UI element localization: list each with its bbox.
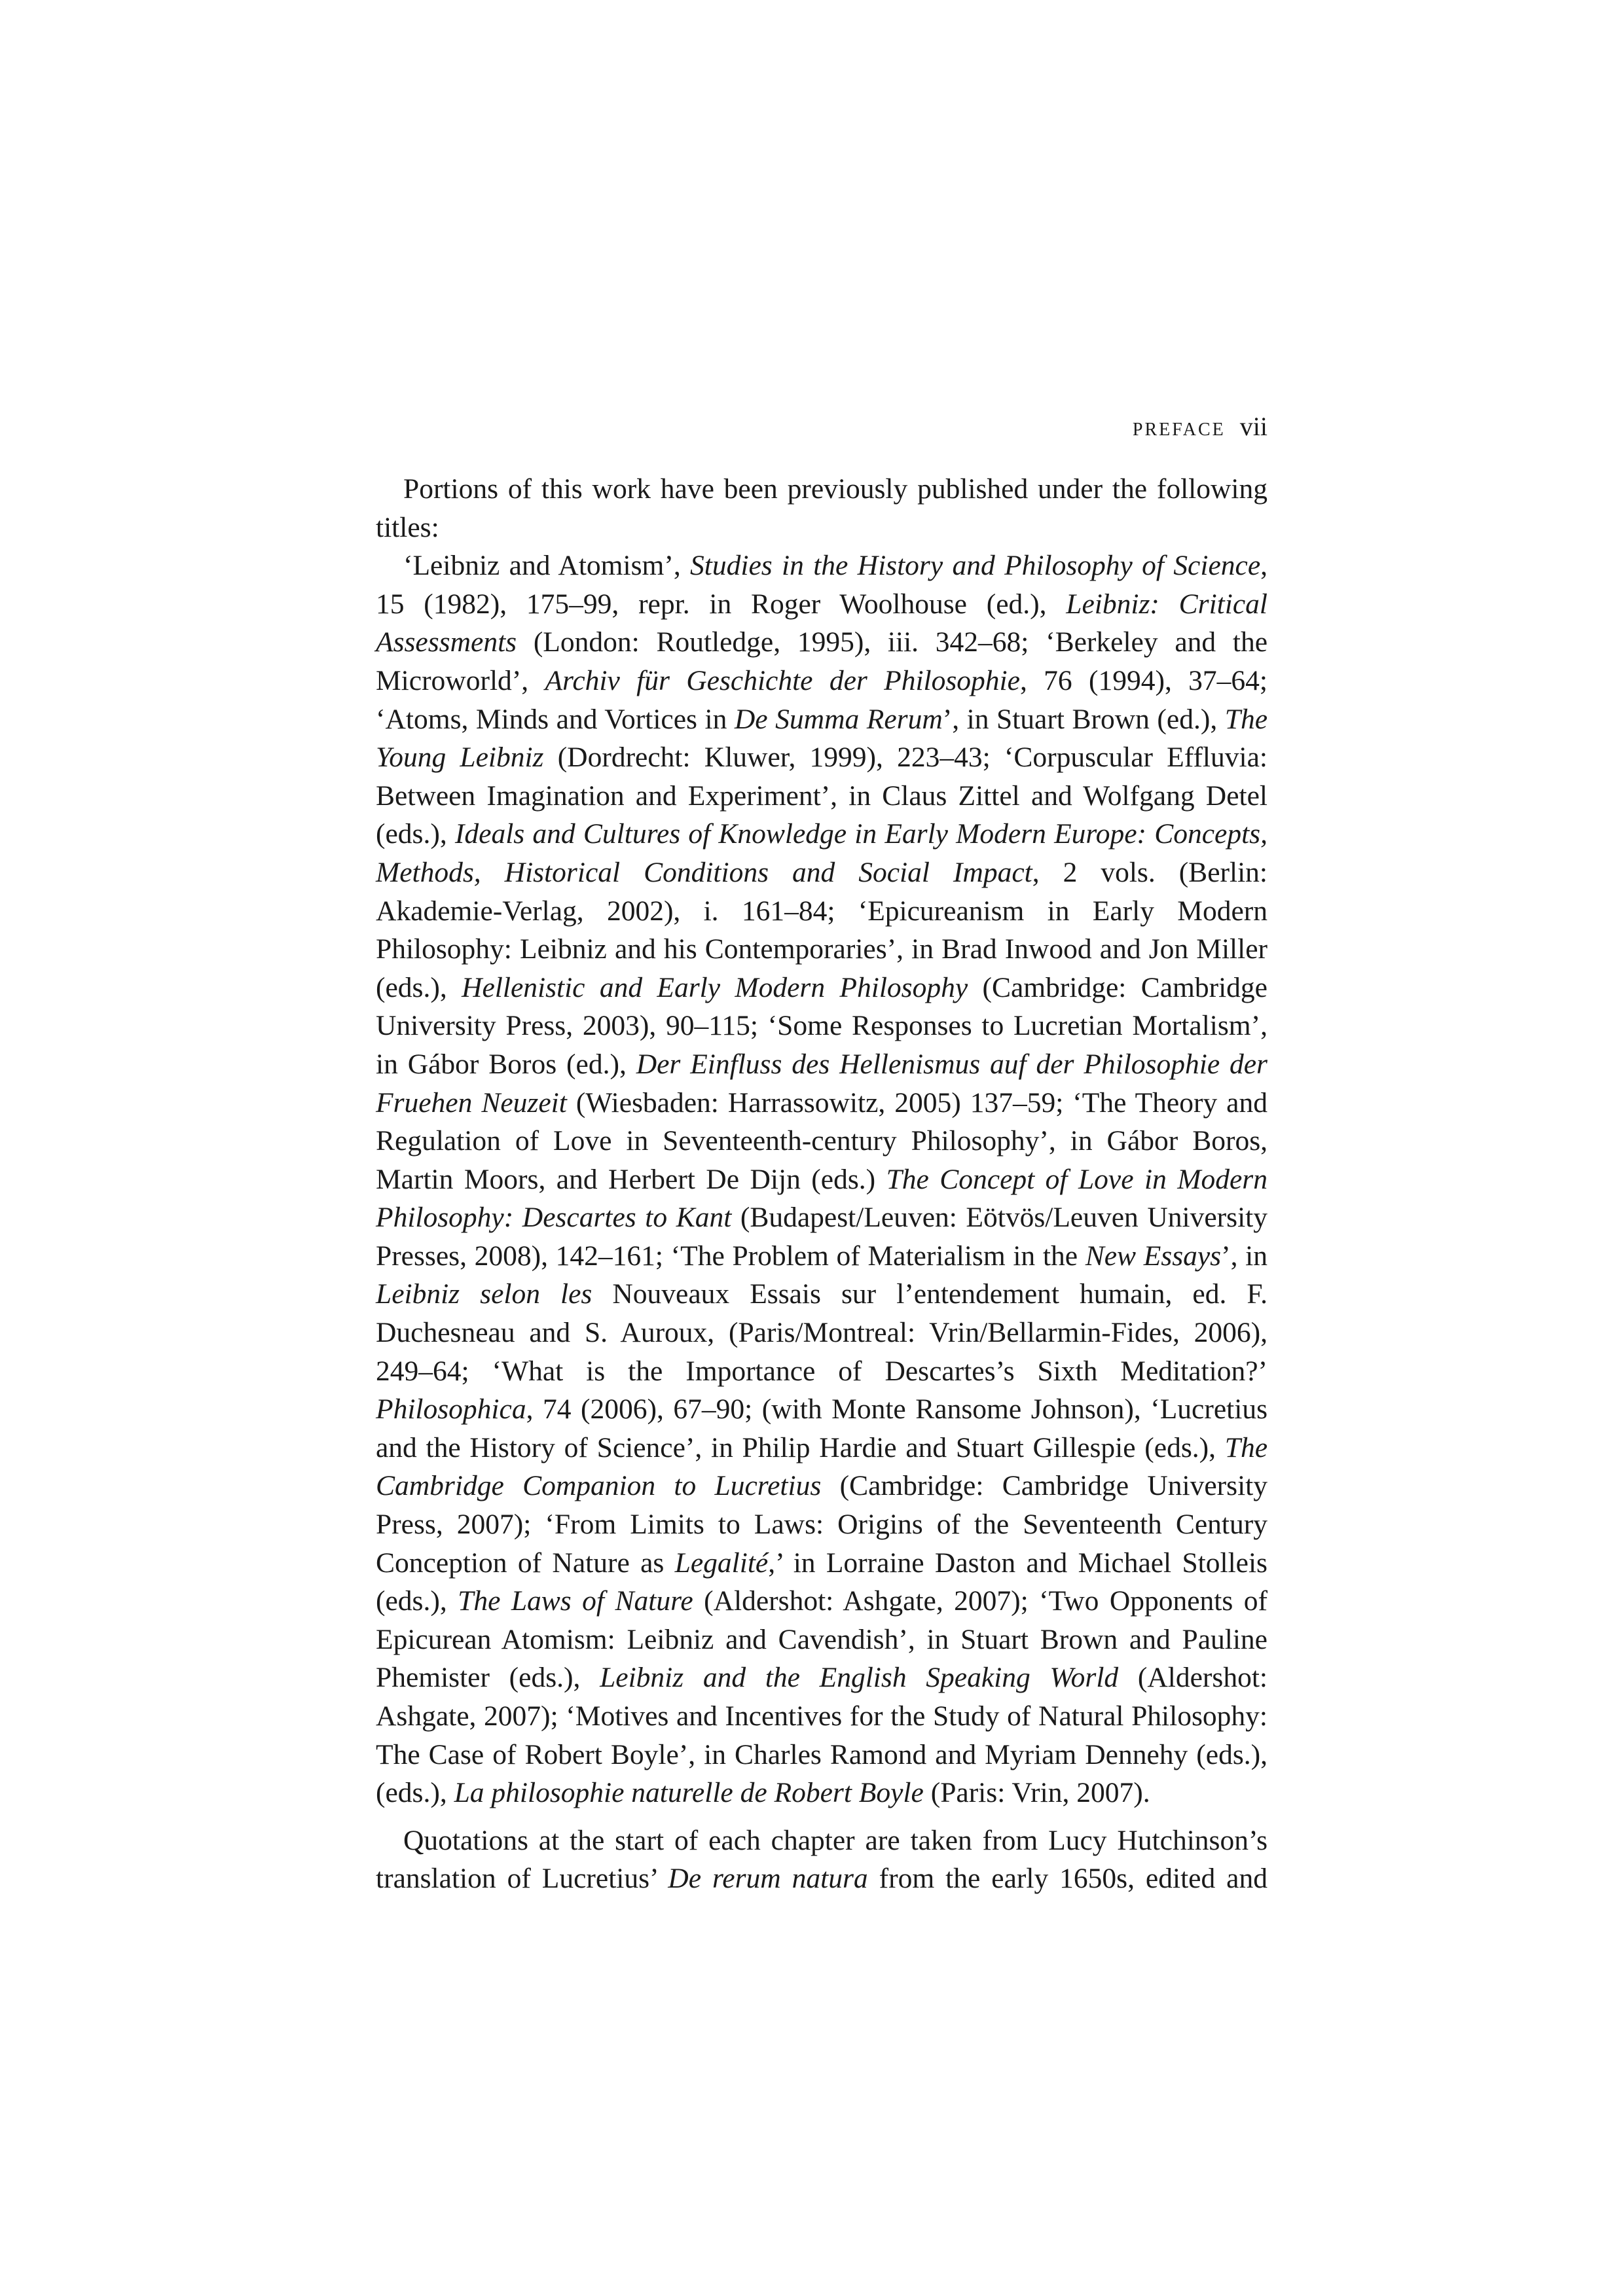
italic-title: Der Einfluss des Hellenismus auf der Philosophie der Fruehen Neuzeit — [376, 1048, 1267, 1119]
paragraph-intro: Portions of this work have been previously published under the following titles: — [376, 473, 1267, 543]
text-run: (London: Routledge, 1995), iii. 342–68; ‘Berkeley and the Microworld’, — [376, 626, 1267, 696]
italic-title: The Laws of Nature — [458, 1585, 693, 1617]
text-run: ‘Leibniz and Atomism’, — [403, 550, 691, 582]
text-run: , 15 (1982), 175–99, repr. in Roger Woolhouse (ed.), — [376, 550, 1267, 620]
italic-title: Legalité — [674, 1547, 769, 1579]
text-run: (Cambridge: Cambridge University Press, 2007); ‘From Limits to Laws: Origins of the Seventeenth Century Conception of Nature as — [376, 1470, 1267, 1579]
paragraph-publications-list — [376, 547, 1267, 1812]
italic-title: Archiv für Geschichte der Philosophie — [545, 664, 1020, 696]
italic-title: Hellenistic and Early Modern Philosophy — [462, 971, 968, 1003]
text-run: (Wiesbaden: Harrassowitz, 2005) 137–59; ‘The Theory and Regulation of Love in Seventeenth-century Philosophy’, in Gábor Boros, Martin Moors, and Herbert De Dijn (eds.) — [376, 1086, 1267, 1195]
text-run: , 76 (1994), 37–64; ‘Atoms, Minds and Vortices in — [376, 664, 1267, 735]
text-run: , 2 vols. (Berlin: Akademie-Verlag, 2002), i. 161–84; ‘Epicureanism in Early Modern Philosophy: Leibniz and his Contemporaries’, in Brad Inwood and Jon Miller (eds.), — [376, 856, 1267, 1003]
text-run: (Dordrecht: Kluwer, 1999), 223–43; ‘Corpuscular Effluvia: Between Imagination and Experiment’, in Claus Zittel and Wolfgang Detel (eds.), — [376, 742, 1267, 850]
italic-title: De Summa Rerum — [734, 703, 943, 735]
italic-title: Leibniz: Critical Assessments — [376, 588, 1267, 658]
italic-title: Ideals and Cultures of Knowledge in Early Modern Europe: Concepts, Methods, Historical Conditions and Social Impact — [376, 818, 1267, 888]
text-run: (Cambridge: Cambridge University Press, 2003), 90–115; ‘Some Responses to Lucretian Mortalism’, in Gábor Boros (ed.), — [376, 971, 1267, 1080]
text-run: (Paris: Vrin, 2007). — [923, 1777, 1150, 1809]
body-text — [376, 470, 1267, 1898]
text-run: Nouveaux Essais sur l’entendement humain, ed. F. Duchesneau and S. Auroux, (Paris/Montreal: Vrin/Bellarmin-Fides, 2006), 249–64; ‘What is the Importance of Descartes’s Sixth Meditation?’ — [376, 1278, 1267, 1387]
text-run: ’, in — [1221, 1240, 1267, 1272]
italic-title: The Concept of Love in Modern Philosophy: Descartes to Kant — [376, 1163, 1267, 1234]
running-head — [376, 411, 1267, 446]
italic-title: Leibniz and the English Speaking World — [600, 1662, 1119, 1694]
text-run: ,’ in Lorraine Daston and Michael Stolleis (eds.), — [376, 1547, 1267, 1617]
text-run: , 74 (2006), 67–90; (with Monte Ransome Johnson), ‘Lucretius and the History of Science’, in Philip Hardie and Stuart Gillespie (eds.), — [376, 1393, 1267, 1463]
italic-title: The Cambridge Companion to Lucretius — [376, 1431, 1267, 1502]
page-number: vii — [1239, 412, 1267, 441]
text-run: Quotations at the start of each chapter are taken from Lucy Hutchinson’s translation of Lucretius’ — [376, 1824, 1267, 1895]
italic-title: Leibniz selon les — [376, 1278, 593, 1310]
running-title: PREFACE — [1132, 420, 1226, 440]
text-run: ’, in Stuart Brown (ed.), — [942, 703, 1225, 735]
italic-title: La philosophie naturelle de Robert Boyle — [454, 1777, 924, 1809]
text-run: (Aldershot: Ashgate, 2007); ‘Two Opponents of Epicurean Atomism: Leibniz and Cavendish’, in Stuart Brown and Pauline Phemister (eds.), — [376, 1585, 1267, 1694]
text-run: (Aldershot: Ashgate, 2007); ‘Motives and Incentives for the Study of Natural Philosophy: The Case of Robert Boyle’, in Charles Ramond and Myriam Dennehy (eds.), (eds.), — [376, 1662, 1267, 1809]
text-run: from the early 1650s, edited and — [867, 1863, 1267, 1895]
italic-title: New Essays — [1085, 1240, 1222, 1272]
italic-title: Studies in the History and Philosophy of Science — [690, 550, 1261, 582]
text-run: (Budapest/Leuven: Eötvös/Leuven University Presses, 2008), 142–161; ‘The Problem of Materialism in the — [376, 1202, 1267, 1272]
paragraph-quotations — [376, 1821, 1267, 1898]
italic-title: De rerum natura — [668, 1863, 868, 1895]
italic-title: The Young Leibniz — [376, 703, 1267, 774]
italic-title: Philosophica — [376, 1393, 526, 1426]
